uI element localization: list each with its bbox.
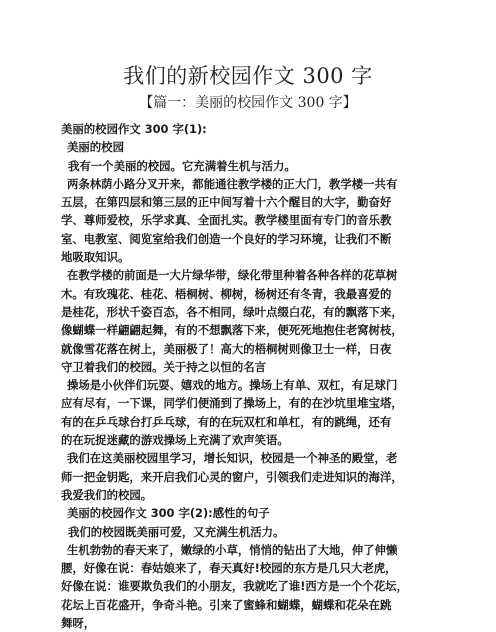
body-line: 美丽的校园作文 300 字(1):: [61, 122, 207, 136]
document-subtitle: 【篇一：美丽的校园作文 300 字】: [139, 95, 357, 111]
body-line: 就像雪花落在树上，美丽极了！高大的梧桐树则像卫士一样，日夜: [61, 341, 392, 356]
body-line: 五层，在第四层和第三层的正中间写着十六个醒目的大字，勤奋好: [61, 195, 392, 210]
body-line: 师一把金钥匙，来开启我们心灵的窗户，引领我们走进知识的海洋，: [61, 469, 403, 484]
body-line: 室、电教室、阅览室给我们创造一个良好的学习环境，让我们不断: [61, 231, 392, 246]
body-line: 好像在说：谁要欺负我们的小朋友，我就吃了谁!西方是一个个花坛，: [61, 579, 408, 594]
body-line: 我有一个美丽的校园。它充满着生机与活力。: [68, 158, 296, 173]
body-line: 像蝴蝶一样翩翩起舞，有的不想飘落下来，便死死地抱住老窝树枝，: [61, 323, 403, 338]
body-line: 地吸取知识。: [61, 250, 130, 265]
body-line: 美丽的校园: [67, 140, 124, 155]
body-line: 舞呀，: [61, 616, 96, 631]
body-line: 的在玩捉迷藏的游戏操场上充满了欢声笑语。: [61, 433, 289, 448]
body-line: 操场是小伙伴们玩耍、嬉戏的地方。操场上有单、双杠，有足球门: [67, 378, 398, 393]
body-line: 腰，好像在说：春姑娘来了，春天真好!校园的东方是几只大老虎，: [61, 561, 397, 576]
body-line: 我们在这美丽校园里学习，增长知识，校园是一个神圣的殿堂，老: [67, 451, 398, 466]
body-line: 应有尽有，一下课，同学们便涌到了操场上，有的在沙坑里堆宝塔，: [61, 396, 403, 411]
body-line: 学、尊师爱校，乐学求真、全面扎实。教学楼里面有专门的音乐教: [61, 213, 392, 228]
body-line: 守卫着我们的校园。关于持之以恒的名言: [61, 359, 267, 374]
body-line: 两条林荫小路分叉开来，都能通往教学楼的正大门，教学楼一共有: [67, 176, 398, 191]
document-body: [61, 120, 487, 632]
body-line: 我爱我们的校园。: [61, 487, 153, 502]
document-title: 我们的新校园作文 300 字: [123, 64, 373, 88]
body-line: 我们的校园既美丽可爱，又充满生机活力。: [68, 524, 285, 539]
body-line: 生机勃勃的春天来了，嫩绿的小草，悄悄的钻出了大地，伸了伸懒: [67, 542, 398, 557]
body-line: 是桂花，形状千姿百态，各不相同，绿叶点缀白花，有的飘落下来，: [61, 304, 403, 319]
body-line: 有的在乒乓球台打乒乓球，有的在玩双杠和单杠，有的跳绳，还有: [61, 414, 392, 429]
body-line: 美丽的校园作文 300 字(2):感性的句子: [67, 506, 270, 521]
body-line: 木。有玫瑰花、桂花、梧桐树、柳树，杨树还有冬青，我最喜爱的: [61, 286, 392, 301]
body-line: 在教学楼的前面是一大片绿华带，绿化带里种着各种各样的花草树: [67, 268, 398, 283]
body-line: 花坛上百花盛开，争奇斗艳。引来了蜜蜂和蝴蝶，蝴蝶和花朵在跳: [61, 597, 392, 612]
